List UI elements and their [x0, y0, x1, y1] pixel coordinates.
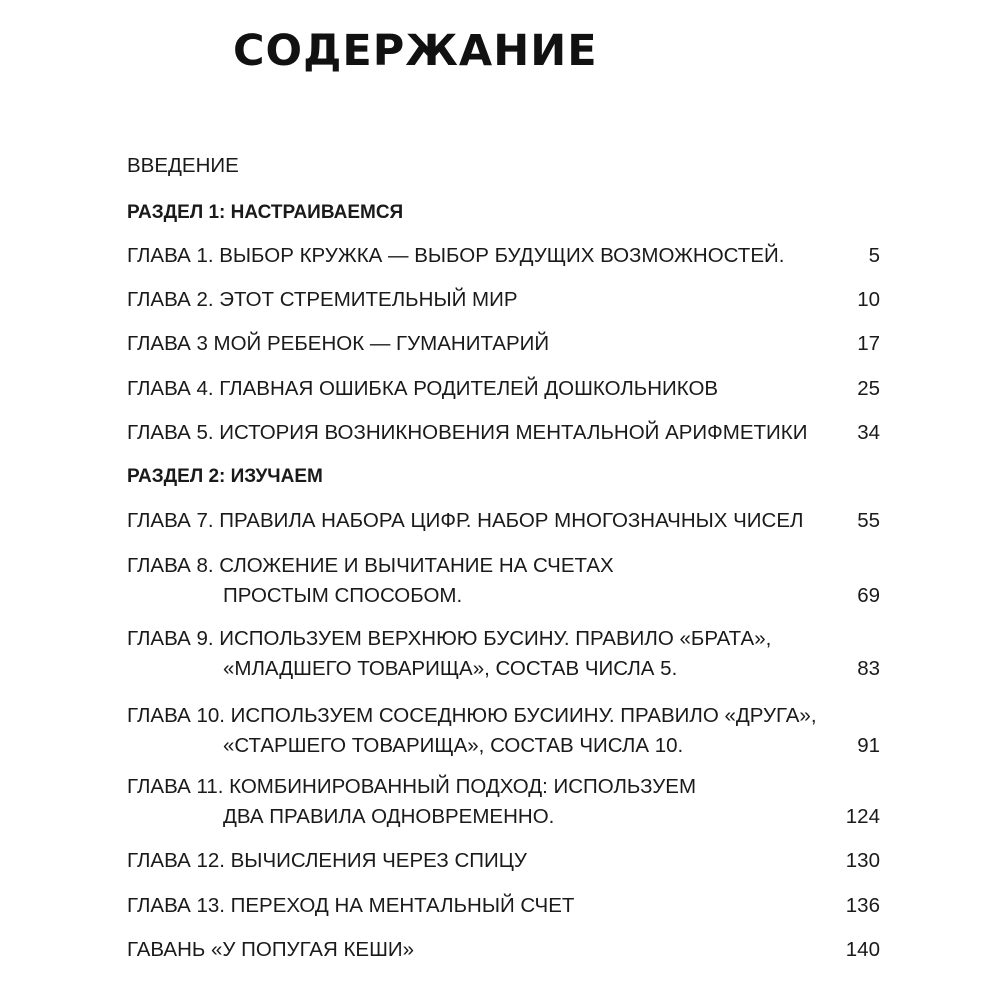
toc-entry-page: 5: [868, 244, 880, 267]
toc-entry-title: ГЛАВА 2. ЭТОТ СТРЕМИТЕЛЬНЫЙ МИР: [127, 288, 518, 311]
toc-entry-page: 83: [857, 657, 880, 680]
toc-entry-page: 34: [857, 421, 880, 444]
toc-entry: [127, 937, 880, 963]
toc-entry-page: 55: [857, 509, 880, 532]
toc-entry: [127, 287, 880, 313]
toc-intro: [127, 153, 880, 179]
toc-entry: [127, 893, 880, 919]
page-title: СОДЕРЖАНИЕ: [233, 26, 598, 76]
toc-entry-title: ГЛАВА 9. ИСПОЛЬЗУЕМ ВЕРХНЮЮ БУСИНУ. ПРАВИЛО «БРАТА»,: [127, 627, 772, 650]
toc-entry: [127, 243, 880, 269]
toc-entry-title: ГЛАВА 11. КОМБИНИРОВАННЫЙ ПОДХОД: ИСПОЛЬЗУЕМ: [127, 775, 697, 798]
toc-entry-continuation: [127, 583, 880, 609]
toc-entry-title: ГЛАВА 8. СЛОЖЕНИЕ И ВЫЧИТАНИЕ НА СЧЕТАХ: [127, 554, 614, 577]
toc-entry-title: ГЛАВА 5. ИСТОРИЯ ВОЗНИКНОВЕНИЯ МЕНТАЛЬНОЙ АРИФМЕТИКИ: [127, 421, 808, 444]
toc-entry-title: ГЛАВА 3 МОЙ РЕБЕНОК — ГУМАНИТАРИЙ: [127, 332, 550, 355]
toc-entry: [127, 848, 880, 874]
toc-entry-title-continued: «МЛАДШЕГО ТОВАРИЩА», СОСТАВ ЧИСЛА 5.: [223, 657, 678, 680]
toc-entry-page: 91: [857, 734, 880, 757]
toc-entry-page: 140: [845, 938, 880, 961]
toc-entry-continuation: [127, 733, 880, 759]
toc-entry-page: 25: [857, 377, 880, 400]
toc-entry-title-continued: «СТАРШЕГО ТОВАРИЩА», СОСТАВ ЧИСЛА 10.: [223, 734, 684, 757]
toc-entry-continuation: [127, 804, 880, 830]
toc-entry-title: ГЛАВА 10. ИСПОЛЬЗУЕМ СОСЕДНЮЮ БУСИИНУ. ПРАВИЛО «ДРУГА»,: [127, 704, 817, 727]
toc-entry: [127, 626, 880, 652]
toc-entry: [127, 774, 880, 800]
toc-entry-page: 69: [857, 584, 880, 607]
section-1-heading: РАЗДЕЛ 1: НАСТРАИВАЕМСЯ: [127, 202, 404, 223]
toc-entry-continuation: [127, 656, 880, 682]
toc-entry-title: ГЛАВА 13. ПЕРЕХОД НА МЕНТАЛЬНЫЙ СЧЕТ: [127, 894, 575, 917]
toc-entry-title-continued: ПРОСТЫМ СПОСОБОМ.: [223, 584, 463, 607]
toc-entry-title: ГЛАВА 4. ГЛАВНАЯ ОШИБКА РОДИТЕЛЕЙ ДОШКОЛЬНИКОВ: [127, 377, 719, 400]
section-2-heading: РАЗДЕЛ 2: ИЗУЧАЕМ: [127, 466, 323, 487]
toc-entry-page: 136: [845, 894, 880, 917]
toc-entry-title: ГЛАВА 7. ПРАВИЛА НАБОРА ЦИФР. НАБОР МНОГОЗНАЧНЫХ ЧИСЕЛ: [127, 509, 804, 532]
toc-entry-page: 124: [845, 805, 880, 828]
toc-entry-page: 130: [845, 849, 880, 872]
toc-entry: [127, 376, 880, 402]
toc-section-1: [127, 200, 880, 226]
toc-entry-title: ГЛАВА 1. ВЫБОР КРУЖКА — ВЫБОР БУДУЩИХ ВОЗМОЖНОСТЕЙ.: [127, 244, 785, 267]
toc-intro-label: ВВЕДЕНИЕ: [127, 154, 239, 177]
toc-entry: [127, 420, 880, 446]
toc-entry: [127, 553, 880, 579]
toc-entry-title: ГАВАНЬ «У ПОПУГАЯ КЕШИ»: [127, 938, 415, 961]
toc-entry-title: ГЛАВА 12. ВЫЧИСЛЕНИЯ ЧЕРЕЗ СПИЦУ: [127, 849, 527, 872]
toc-entry-page: 10: [857, 288, 880, 311]
toc-entry: [127, 703, 880, 729]
toc-section-2: [127, 464, 880, 490]
toc-entry: [127, 331, 880, 357]
toc-entry: [127, 508, 880, 534]
toc-entry-page: 17: [857, 332, 880, 355]
toc-entry-title-continued: ДВА ПРАВИЛА ОДНОВРЕМЕННО.: [223, 805, 555, 828]
